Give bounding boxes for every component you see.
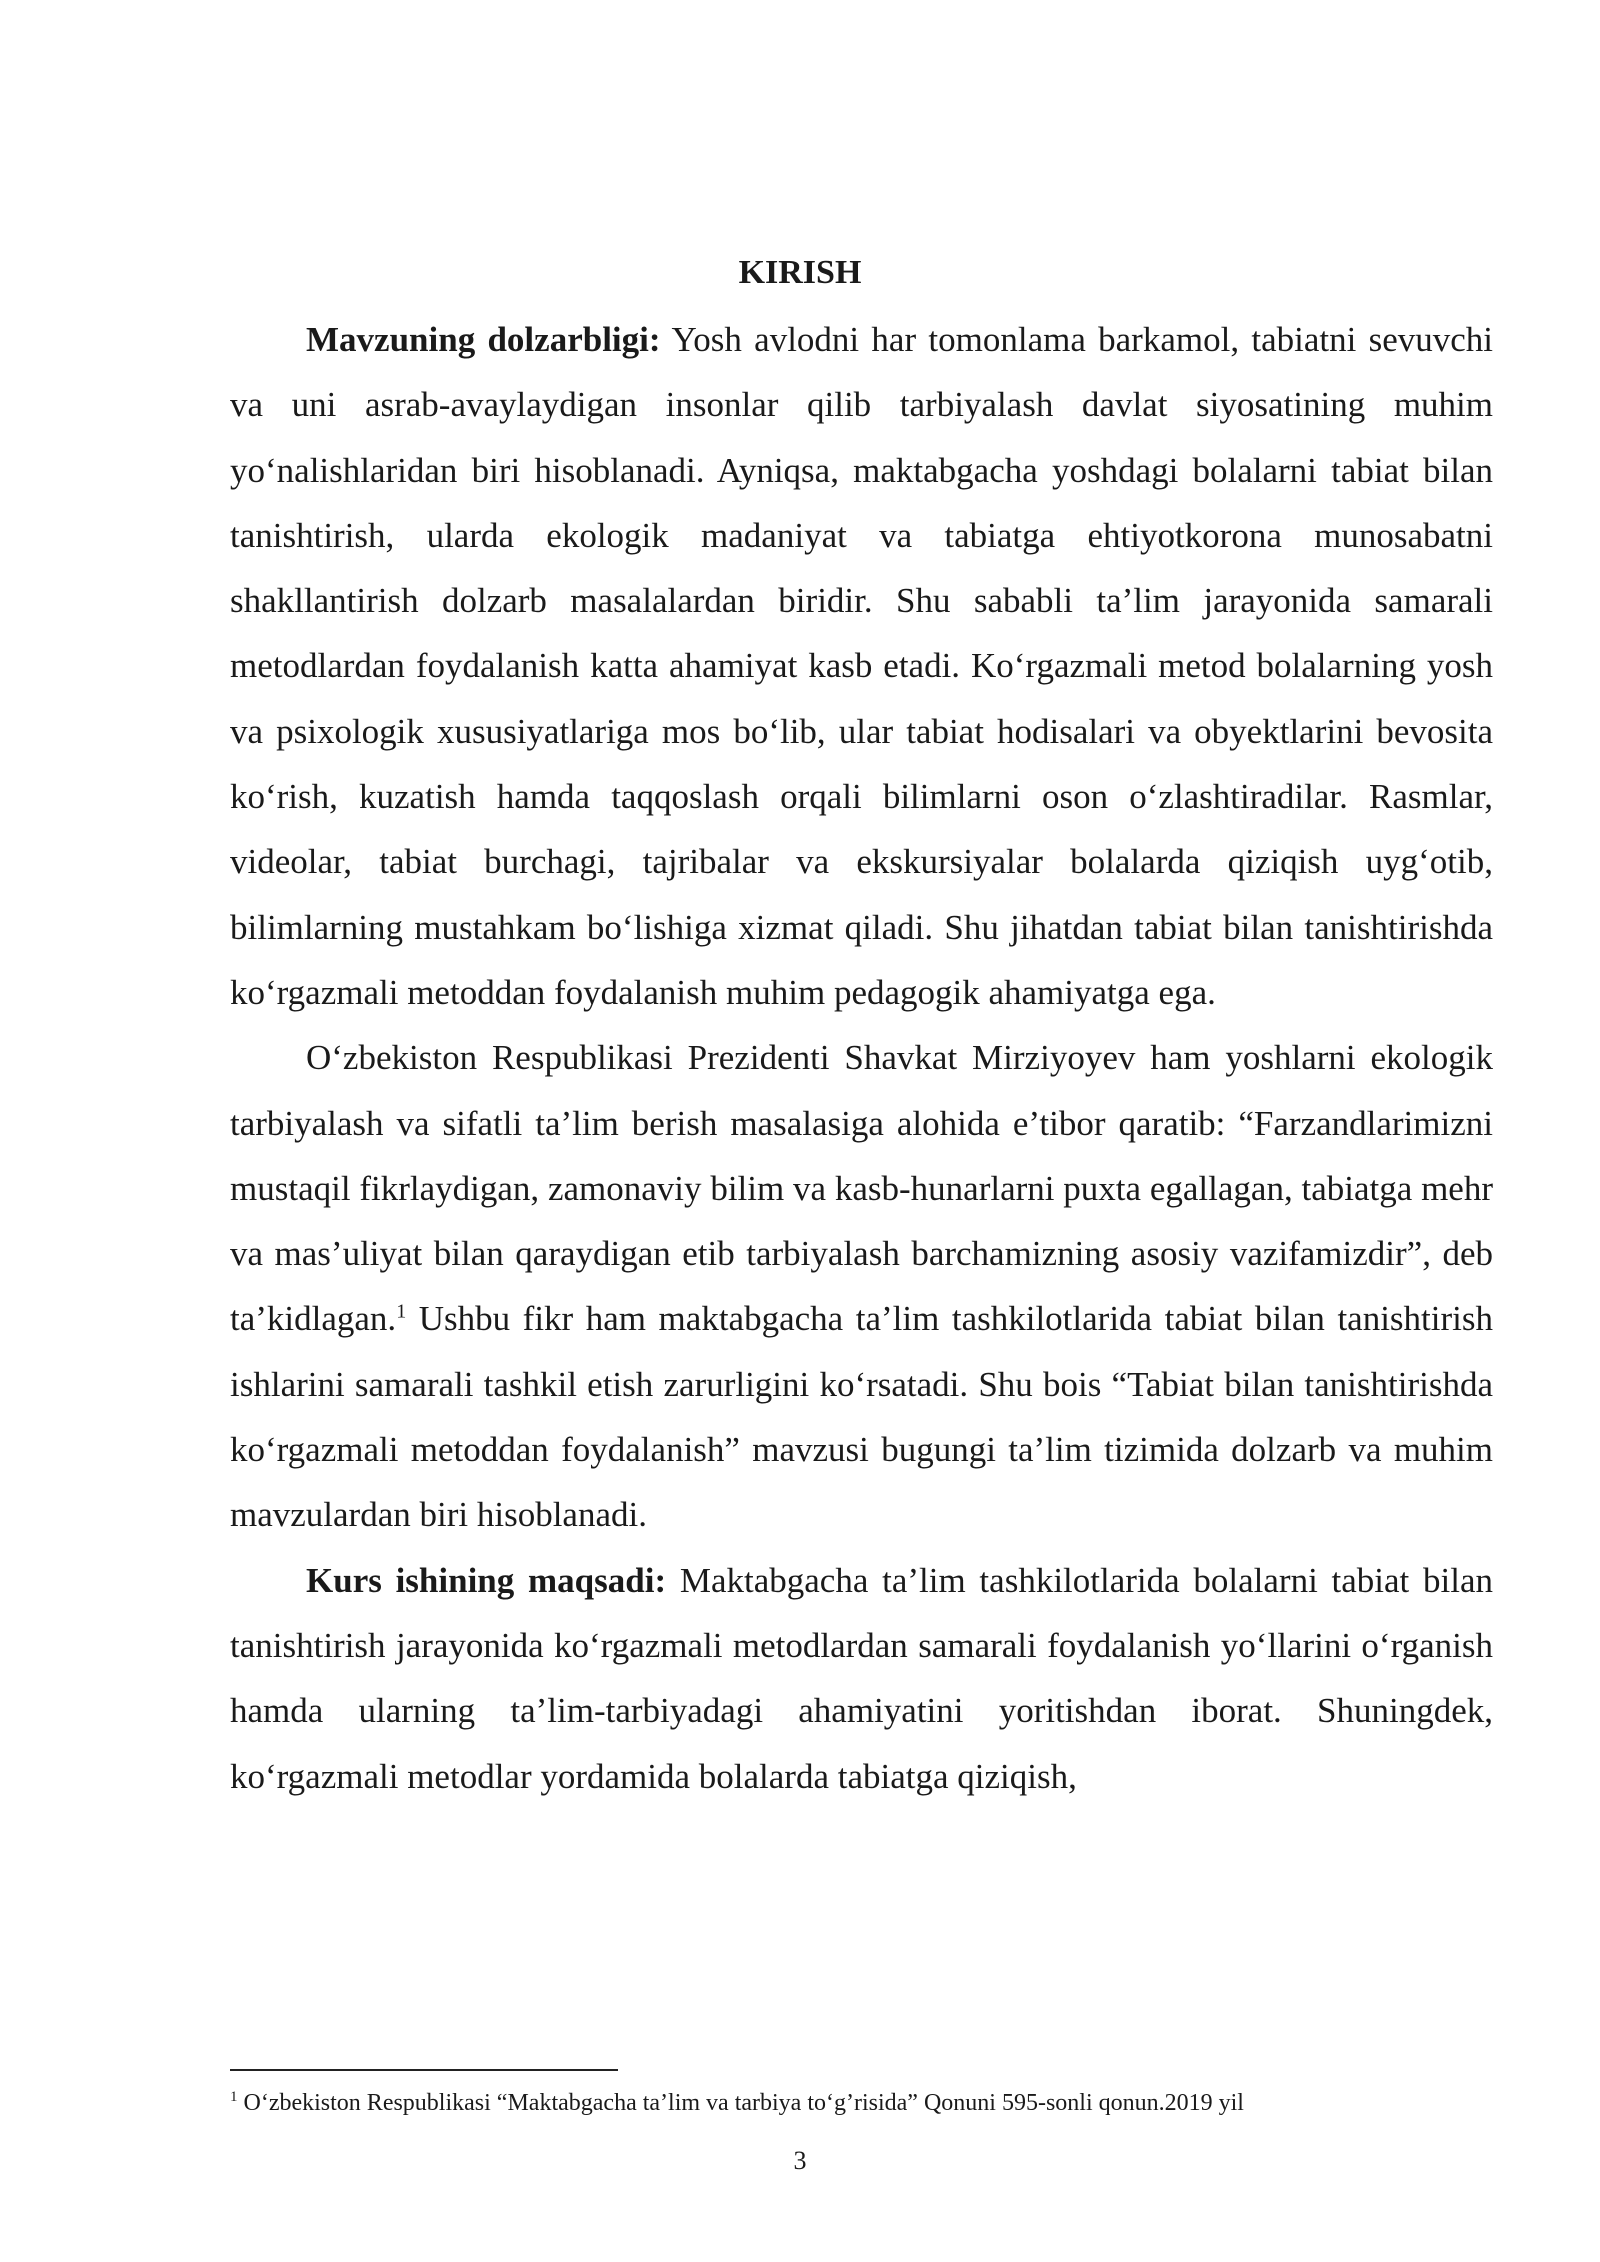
paragraph-lead-goal: Kurs ishining maqsadi: xyxy=(306,1560,667,1600)
section-title: KIRISH xyxy=(738,254,862,291)
paragraph-goal xyxy=(230,1548,1493,1809)
page-number: 3 xyxy=(793,2146,807,2175)
paragraph-president-quote xyxy=(230,1025,1493,1547)
body-text xyxy=(230,307,1493,1809)
footnote-reference[interactable]: 1 xyxy=(396,1300,407,1323)
paragraph-text-goal: Maktabgacha ta’lim tashkilotlarida bolalarni tabiat bilan tanishtirish jarayonida ko‘rgazmali metodlardan samarali foydalanish yo‘llarini o‘rganish hamda ularning ta’lim-tarbiyadagi ahamiyatini yoritishdan iborat. Shuningdek, ko‘rgazmali metodlar yordamida bolalarda tabiatga qiziqish, xyxy=(230,1560,1494,1796)
paragraph-lead-relevance: Mavzuning dolzarbligi: xyxy=(306,320,661,359)
paragraph-text-quote-end: Ushbu fikr ham maktabgacha ta’lim tashkilotlarida tabiat bilan tanishtirish ishlarini samarali tashkil etish zarurligini ko‘rsatadi. Shu bois “Tabiat bilan tanishtirishda ko‘rgazmali metoddan foydalanish” mavzusi bugungi ta’lim tizimida dolzarb va muhim mavzulardan biri hisoblanadi. xyxy=(230,1299,1493,1535)
footnote-separator xyxy=(230,2069,618,2071)
paragraph-text-quote-start: O‘zbekiston Respublikasi Prezidenti Shavkat Mirziyoyev ham yoshlarni ekologik tarbiyalash va sifatli ta’lim berish masalasiga alohida e’tibor qaratib: “Farzandlarimizni mustaqil fikrlaydigan, zamonaviy bilim va kasb-hunarlarni puxta egallagan, tabiatga mehr va mas’uliyat bilan qaraydigan etib tarbiyalash barchamizning asosiy vazifamizdir”, deb ta’kidlagan. xyxy=(230,1038,1493,1339)
footnote-number: 1 xyxy=(230,2089,238,2105)
footnote xyxy=(230,2086,1493,2120)
footnote-text: O‘zbekiston Respublikasi “Maktabgacha ta’lim va tarbiya to‘g’risida” Qonuni 595-sonli qonun.2019 yil xyxy=(237,2090,1244,2116)
paragraph-relevance xyxy=(230,307,1493,1025)
paragraph-text-relevance: Yosh avlodni har tomonlama barkamol, tabiatni sevuvchi va uni asrab-avaylaydigan insonlar qilib tarbiyalash davlat siyosatining muhim yo‘nalishlaridan biri hisoblanadi. Ayniqsa, maktabgacha yoshdagi bolalarni tabiat bilan tanishtirish, ularda ekologik madaniyat va tabiatga ehtiyotkorona munosabatni shakllantirish dolzarb masalalardan biridir. Shu sababli ta’lim jarayonida samarali metodlardan foydalanish katta ahamiyat kasb etadi. Ko‘rgazmali metod bolalarning yosh va psixologik xususiyatlariga mos bo‘lib, ular tabiat hodisalari va obyektlarini bevosita ko‘rish, kuzatish hamda taqqoslash orqali bilimlarni oson o‘zlashtiradilar. Rasmlar, videolar, tabiat burchagi, tajribalar va ekskursiyalar bolalarda qiziqish uyg‘otib, bilimlarning mustahkam bo‘lishiga xizmat qiladi. Shu jihatdan tabiat bilan tanishtirishda ko‘rgazmali metoddan foydalanish muhim pedagogik ahamiyatga ega. xyxy=(230,320,1493,1012)
